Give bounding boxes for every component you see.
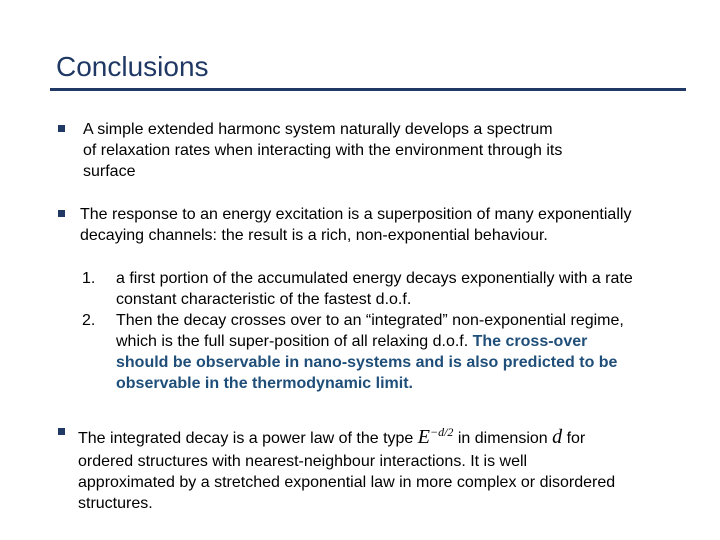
- bullet-3-text: [78, 420, 615, 514]
- list-number-1: 1.: [82, 270, 96, 287]
- bullet-1-line-2: of relaxation rates when interacting with the environment through its: [83, 142, 563, 159]
- bullet-1-line-3: surface: [83, 163, 136, 180]
- bullet-2-line-2: decaying channels: the result is a rich, non-exponential behaviour.: [80, 227, 548, 244]
- bullet-3-line-1b: in dimension: [453, 430, 553, 447]
- bullet-3-line-4: structures.: [78, 495, 153, 512]
- formula-base: E: [417, 426, 430, 448]
- item-2-line-1: Then the decay crosses over to an “integrated” non-exponential regime,: [116, 312, 624, 329]
- item-2-highlight-line-2: observable in the thermodynamic limit.: [116, 375, 413, 392]
- bullet-3-line-3: approximated by a stretched exponential law in more complex or disordered: [78, 474, 616, 491]
- slide-title: Conclusions: [56, 51, 209, 82]
- bullet-2-line-1: The response to an energy excitation is a superposition of many exponentially: [80, 206, 632, 223]
- title-underline: [50, 88, 686, 91]
- bullet-1-text: [83, 119, 562, 182]
- power-law-formula: [418, 426, 454, 448]
- formula-exponent: −d/2: [429, 425, 454, 439]
- bullet-marker-3: [58, 428, 65, 435]
- bullet-marker-1: [58, 125, 65, 132]
- item-2-line-2-plain: which is the full super-position of all relaxing d.o.f.: [116, 333, 473, 350]
- numbered-list-text: [116, 268, 633, 394]
- dimension-symbol: d: [552, 426, 563, 448]
- bullet-3-line-1a: The integrated decay is a power law of the type: [78, 430, 418, 447]
- item-2-line-2: [116, 331, 633, 352]
- bullet-3-line-2: ordered structures with nearest-neighbour interactions. It is well: [78, 453, 528, 470]
- list-number-2: 2.: [82, 312, 96, 329]
- item-1-line-1: a first portion of the accumulated energy decays exponentially with a rate: [116, 270, 633, 287]
- bullet-1-line-1: A simple extended harmonc system naturally develops a spectrum: [83, 121, 553, 138]
- item-2-highlight-line-1: should be observable in nano-systems and is also predicted to be: [116, 354, 618, 371]
- bullet-marker-2: [58, 210, 65, 217]
- bullet-3-line-1: [78, 420, 615, 451]
- bullet-2-text: [80, 204, 631, 246]
- item-1-line-2: constant characteristic of the fastest d.o.f.: [116, 291, 412, 308]
- item-2-highlight-start: The cross-over: [472, 333, 588, 350]
- bullet-3-line-1c: for: [562, 430, 586, 447]
